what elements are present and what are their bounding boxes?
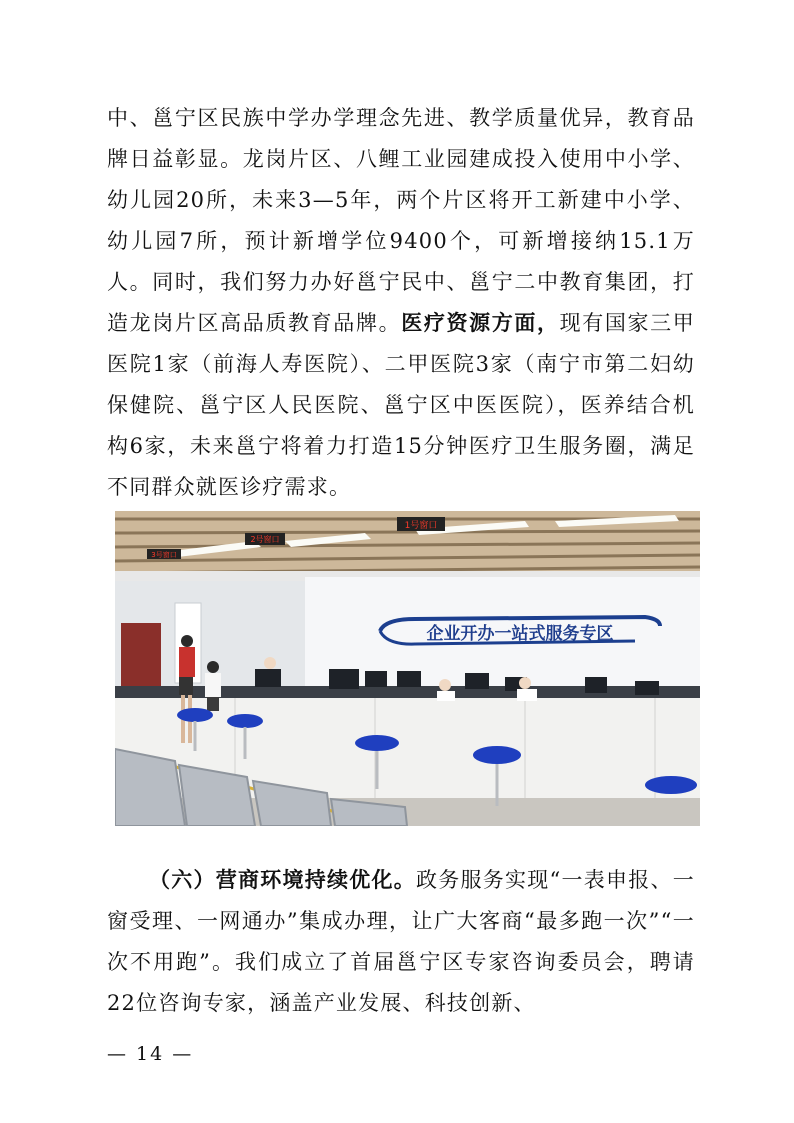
led-sign-2: 2号窗口 — [250, 535, 280, 544]
led-sign-3: 3号窗口 — [151, 551, 177, 559]
page-number: — 14 — — [107, 1043, 194, 1065]
paragraph-text: 政务服务实现“一表申报、一窗受理、一网通办”集成办理，让广大客商“最多跑一次”“一次不用跑”。我们成立了首届邕宁区专家咨询委员会，聘请22位咨询专家，涵盖产业发展、科技创新、 — [107, 868, 695, 1015]
paragraph-text: 现有国家三甲医院1家（前海人寿医院）、二甲医院3家（南宁市第二妇幼保健院、邕宁区人民医院、邕宁区中医医院），医养结合机构6家，未来邕宁将着力打造15分钟医疗卫生服务圈，满足不同群众就医诊疗需求。 — [107, 311, 695, 499]
service-hall-photo — [115, 511, 700, 826]
led-sign-1: 1号窗口 — [404, 521, 438, 531]
section-heading-business-environment: （六）营商环境持续优化。 — [149, 868, 417, 892]
section-lead-medical: 医疗资源方面， — [401, 311, 560, 335]
body-paragraph-1 — [107, 98, 695, 508]
wall-sign: 企业开办一站式服务专区 — [426, 624, 614, 644]
body-paragraph-2 — [107, 860, 695, 1024]
paragraph-text: 中、邕宁区民族中学办学理念先进、教学质量优异，教育品牌日益彰显。龙岗片区、八鲤工业园建成投入使用中小学、幼儿园20所，未来3—5年，两个片区将开工新建中小学、幼儿园7所，预计新增学位9400个，可新增接纳15.1万人。同时，我们努力办好邕宁民中、邕宁二中教育集团，打造龙岗片区高品质教育品牌。 — [107, 106, 695, 335]
